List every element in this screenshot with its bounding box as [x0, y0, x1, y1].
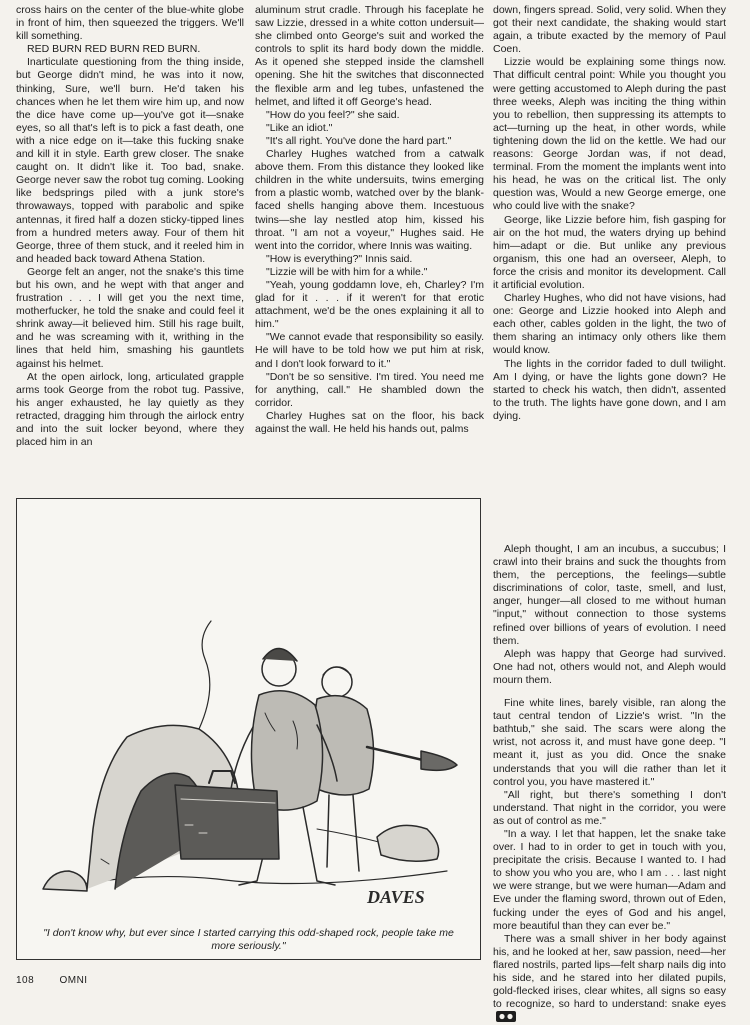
paragraph: "We cannot evade that responsibility so easily. He will have to be told how we put him at risk, and I don't look forward to it." — [255, 331, 484, 370]
paragraph: "How is everything?" Innis said. — [266, 252, 413, 265]
paragraph: "Yeah, young goddamn love, eh, Charley? I'm glad for it . . . if it weren't for that erotic attachment, we'd be the ones explaining it all to him." — [255, 278, 484, 331]
page-footer — [16, 975, 110, 986]
paragraph: Fine white lines, barely visible, ran along the taut central tendon of Lizzie's wrist. "In the bathtub," she said. The scars were along the wrist, not across it, and must have gone deep. "I meant it, just as you did. Once the snake understands that you will die rather than let it control you, you have mastered it." — [493, 697, 726, 788]
paragraph: "Lizzie will be with him for a while." — [266, 265, 428, 278]
final-text: There was a small shiver in her body against his, and he looked at her, saw passion, need—her flared nostrils, parted lips—felt sharp nails dig into his side, and he stared into her dilated pupils, gold-flecked irises, clear whites, all signs so easy to recognize, so hard to understand: snake eyes — [493, 932, 726, 1011]
paragraph: George, like Lizzie before him, fish gasping for air on the hot mud, the waters drying up behind him—adapt or die. But unlike any previous organism, this one had an overseer, Aleph, to force the crisis and monitor its development. Call it artificial evolution. — [493, 213, 726, 291]
paragraph: Charley Hughes, who did not have visions, had one: George and Lizzie hooked into Aleph and each other, cables golden in the light, the two of them sharing an intimacy only others like them would know. — [493, 292, 726, 357]
paragraph: down, fingers spread. Solid, very solid. When they got their next candidate, the shaking would start again, a tribute exacted by the memory of Paul Coen. — [493, 4, 726, 56]
cartoon-illustration — [17, 499, 480, 919]
artist-signature: DAVES — [367, 887, 425, 907]
paragraph: Lizzie would be explaining some things now. That difficult central point: While you thought you were getting accustomed to Aleph during the past three weeks, Aleph was inciting the thing within you to rebellion, then suppressing its attempts to act—turning up the heat, in other words, while tightening down the lid on the kettle. We had our reasons: George Jordan was, if not dead, terminal. From the moment the implants went into his head, he was on the critical list. The only question was, Would a new George emerge, one who could live with the snake? — [493, 56, 726, 213]
magazine-name: OMNI — [59, 975, 88, 986]
paragraph: cross hairs on the center of the blue-white globe in front of him, then squeezed the triggers. We'll kill something. — [16, 4, 244, 43]
paragraph: Aleph thought, I am an incubus, a succubus; I crawl into their brains and suck the thoughts from them, the perceptions, the feelings—subtle discriminations of color, taste, smell, and lust, anger, hunger—all closed to me without human "input," without connection to those systems refined over billions of years of evolution. I need them. — [493, 543, 726, 647]
paragraph: The lights in the corridor faded to dull twilight. Am I dying, or have the lights gone down? He started to check his watch, then didn't, assented to the truth. The lights have gone down, and I am dying. — [493, 357, 726, 422]
paragraph: At the open airlock, long, articulated grapple arms took George from the robot tug. Passive, his anger exhausted, he lay quietly as they retracted, dragging him through the airlock entry and into the suit locker beyond, where they placed him in an — [16, 370, 244, 449]
paragraph: "It's all right. You've done the hard part." — [266, 134, 452, 147]
paragraph: RED BURN RED BURN RED BURN. — [27, 43, 201, 56]
end-mark-icon — [496, 1011, 516, 1022]
text-column-3 — [493, 4, 726, 423]
paragraph: Charley Hughes watched from a catwalk above them. From this distance they looked like children in the white undersuits, twins emerging from a plastic womb, watched over by the blank-faced shells hanging above them. Incestuous twins—she lay nestled atop him, kissed his throat. "I am not a voyeur," Hughes said. He went into the corridor, where Innis was waiting. — [255, 148, 484, 252]
paragraph: Inarticulate questioning from the thing inside, but George didn't mind, he was into it now, thinking, Sure, we'll burn. He'd taken his chances when he let them wire him up, and now the dice have come up—you've got it—snake eyes, so all that's left is to pick a fast death, one with a nice edge on it—take this fucking snake and kill it in style. Earth grew closer. The snake caught on. It didn't like it. Too bad, snake. George never saw the robot tug coming. Looking like bedsprings piled with a junk store's throwaways, topped with parabolic and spike antennas, it fired half a dozen sticky-tipped lines from a hundred meters away. Four of them hit George, three of them stuck, and it reeled him in and headed back toward Athena Station. — [16, 56, 244, 265]
paragraph-final — [493, 933, 726, 1025]
paragraph: "In a way. I let that happen, let the snake take over. I had to in order to get in touch with you, precipitate the crisis. Because I wanted to. I had to show you who you are, who I am . . . last night we were strange, but we were human—Adam and Eve under the flaming sword, thrown out of Eden, fucking under the eyes of God and his angel, more beautiful than they can ever be." — [493, 827, 726, 932]
paragraph: "Like an idiot." — [266, 121, 333, 134]
text-column-2 — [255, 4, 484, 436]
cartoon-caption: "I don't know why, but ever since I started carrying this odd-shaped rock, people take me more seriously." — [43, 927, 454, 952]
page-number: 108 — [16, 975, 35, 986]
paragraph: aluminum strut cradle. Through his faceplate he saw Lizzie, dressed in a white cotton undersuit—she climbed onto George's suit and worked the controls to split its hard body down the middle. As it opened she stepped inside the clamshell opening. She hit the switches that disconnected the flexible arm and leg tubes, unfastened the helmet, and lifted it off George's head. — [255, 4, 484, 108]
paragraph: George felt an anger, not the snake's this time but his own, and he wept with that anger and frustration . . . I will get you the next time, motherfucker, he told the snake and could feel it shrink away—it believed him. Still his rage built, and he was screaming with it, writhing in the lines that held him, smashing his gauntlets against his helmet. — [16, 265, 244, 370]
text-column-3-lower — [493, 543, 726, 1025]
paragraph: "How do you feel?" she said. — [266, 108, 400, 121]
text-column-1 — [16, 4, 244, 449]
paragraph: Aleph was happy that George had survived. One had not, others would not, and Aleph would mourn them. — [493, 647, 726, 686]
paragraph: "Don't be so sensitive. I'm tired. You need me for anything, call." He shambled down the corridor. — [255, 370, 484, 409]
paragraph: Charley Hughes sat on the floor, his back against the wall. He held his hands out, palms — [255, 409, 484, 435]
cartoon-panel — [16, 498, 481, 960]
paragraph: "All right, but there's something I don't understand. That night in the corridor, you were as out of control as me." — [493, 788, 726, 827]
